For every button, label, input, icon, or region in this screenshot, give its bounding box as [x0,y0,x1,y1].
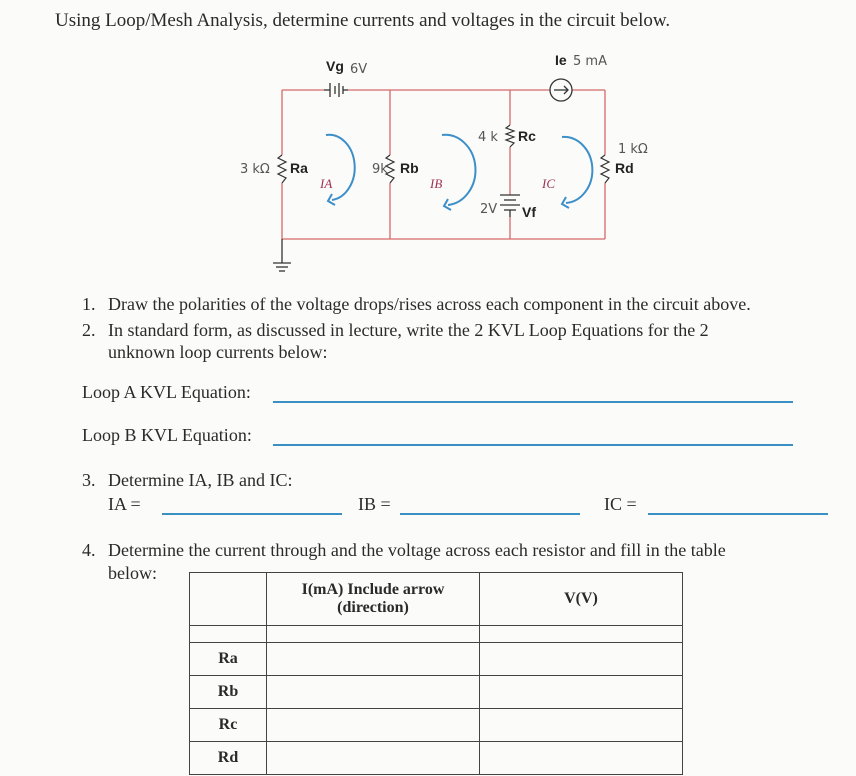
row-label-ra: Ra [190,643,267,676]
ie-handwritten-value: 5 mA [573,54,607,69]
ia-loop-label: IA [320,176,333,191]
loop-b-answer-line[interactable] [273,444,793,446]
ic-loop-label: IC [542,176,555,191]
ra-handwritten-value: 3 kΩ [240,162,270,177]
rd-label: Rd [615,160,634,176]
table-row-spacer [190,626,683,643]
row-label-rc: Rc [190,709,267,742]
ground-symbol [273,239,291,271]
ra-current-cell[interactable] [267,643,480,676]
table-row [190,643,683,676]
vf-handwritten-value: 2V [480,202,498,217]
ra-voltage-cell[interactable] [480,643,683,676]
rb-label: Rb [400,160,419,176]
rb-current-cell[interactable] [267,676,480,709]
loop-b-arrow [442,135,475,205]
table-header-empty [190,573,267,626]
ie-label: Ie [555,52,567,68]
question-4: 4. Determine the current through and the voltage across each resistor and fill in the table [82,540,726,560]
table-row [190,676,683,709]
results-table [189,572,683,775]
loop-b-label: Loop B KVL Equation: [82,425,252,445]
rb-voltage-cell[interactable] [480,676,683,709]
table-header-voltage: V(V) [480,573,683,626]
ic-answer-line[interactable] [648,513,828,515]
ie-current-source-symbol [550,79,572,101]
ia-answer-label: IA = [108,494,141,514]
ib-answer-label: IB = [358,494,391,514]
question-2: 2. In standard form, as discussed in lecture, write the 2 KVL Loop Equations for the 2 [82,320,709,340]
vf-label: Vf [522,204,536,220]
row-label-rb: Rb [190,676,267,709]
rc-handwritten-value: 4 k [478,130,498,145]
vg-label: Vg [326,58,344,74]
ib-loop-label: IB [430,176,443,191]
question-2-cont: unknown loop currents below: [108,342,328,362]
rb-handwritten-value: 9k [372,162,388,177]
circuit-diagram [220,45,648,285]
loop-arrows [326,135,592,210]
ra-label: Ra [290,160,308,176]
ic-answer-label: IC = [604,494,637,514]
vg-handwritten-value: 6V [350,62,368,77]
rd-handwritten-value: 1 kΩ [618,142,648,157]
question-4-cont: below: [108,563,157,583]
rd-resistor-symbol [601,155,609,183]
loop-a-label: Loop A KVL Equation: [82,382,251,402]
row-label-rd: Rd [190,742,267,775]
rd-voltage-cell[interactable] [480,742,683,775]
question-1: 1. Draw the polarities of the voltage drops/rises across each component in the circuit above. [82,294,751,314]
table-row [190,742,683,775]
ib-answer-line[interactable] [400,513,580,515]
vf-battery-symbol [500,195,520,217]
question-3: 3. Determine IA, IB and IC: [82,470,293,490]
table-row [190,709,683,742]
page-title: Using Loop/Mesh Analysis, determine currents and voltages in the circuit below. [55,10,671,31]
rc-voltage-cell[interactable] [480,709,683,742]
loop-c-arrow [562,137,592,203]
loop-a-answer-line[interactable] [273,401,793,403]
rc-resistor-symbol [506,125,514,147]
ia-answer-line[interactable] [162,513,342,515]
table-header-current: I(mA) Include arrow (direction) [267,573,480,626]
rd-current-cell[interactable] [267,742,480,775]
vg-battery-symbol [324,83,348,97]
rc-current-cell[interactable] [267,709,480,742]
ra-resistor-symbol [278,155,286,183]
rc-label: Rc [518,128,536,144]
circuit-wires [282,90,605,239]
table-header-row [190,573,683,626]
